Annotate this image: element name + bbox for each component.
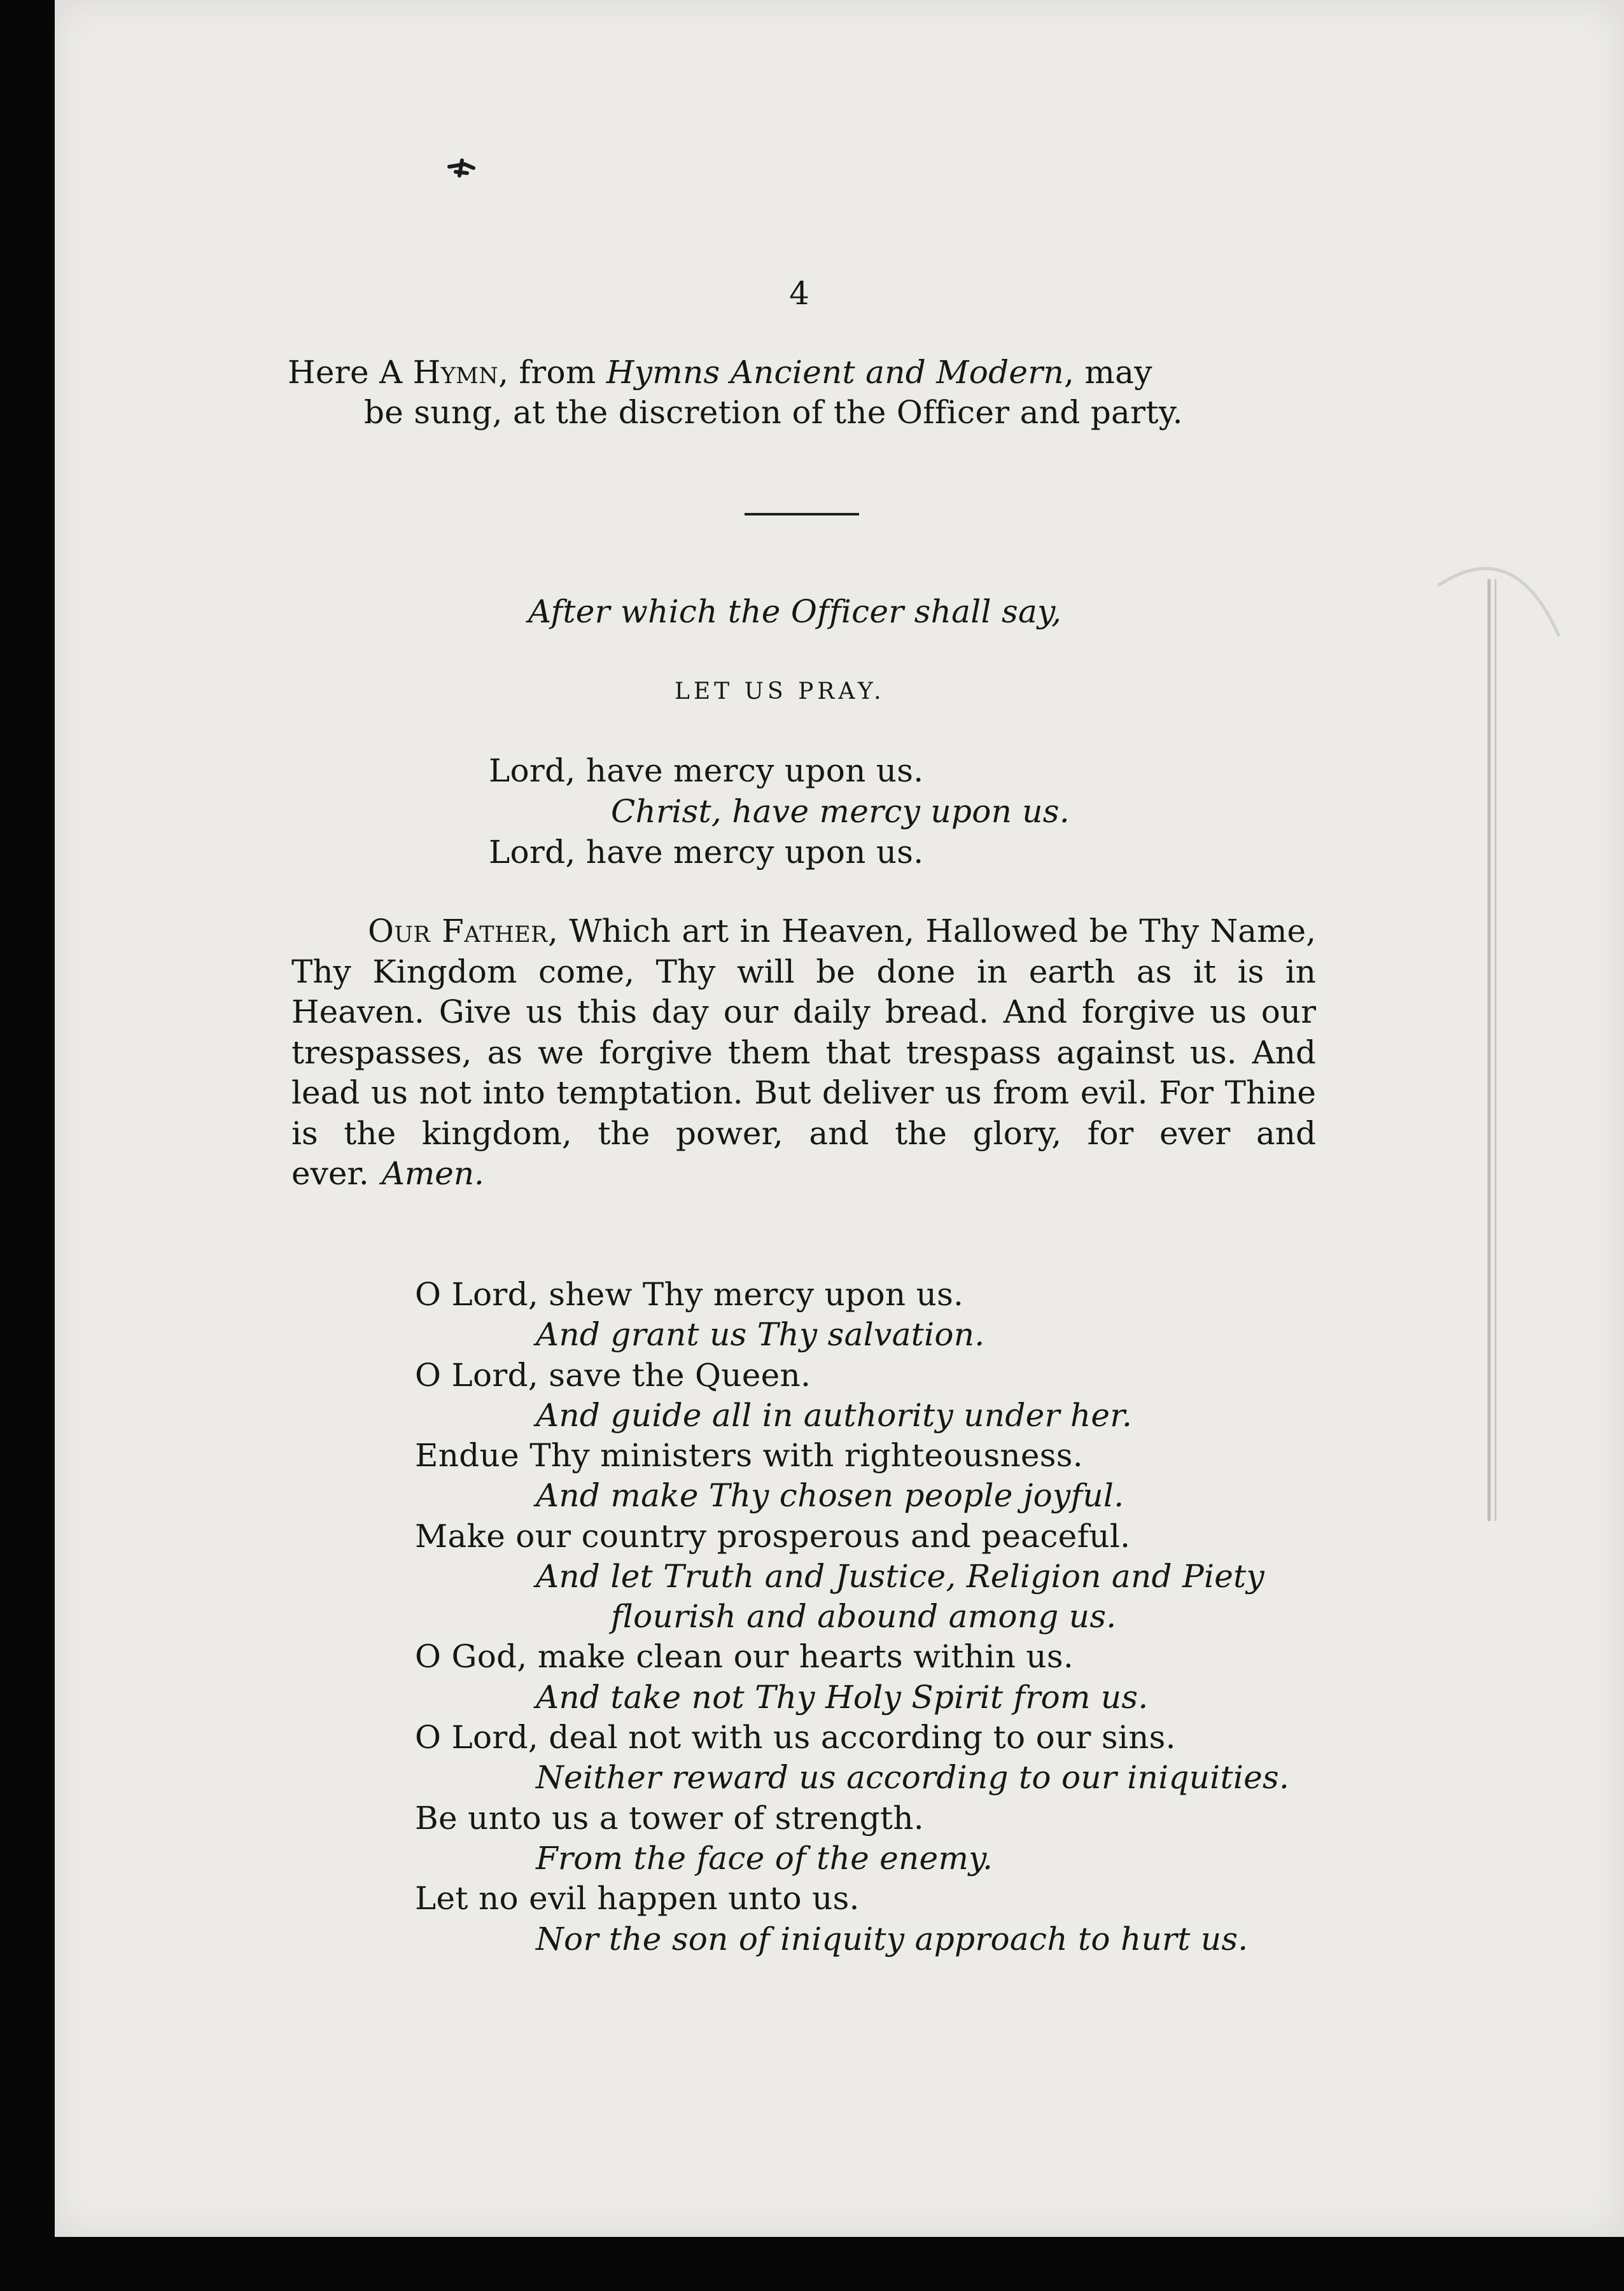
rubric-hymn: Hymn bbox=[412, 354, 499, 391]
suffrage-response: Neither reward us according to our iniquities. bbox=[536, 1759, 1290, 1796]
suffrage-versicle: Make our country prosperous and peaceful. bbox=[415, 1518, 1131, 1555]
kyrie-line-3: Lord, have mercy upon us. bbox=[489, 834, 924, 871]
suffrage-response: Nor the son of iniquity approach to hurt us. bbox=[536, 1921, 1249, 1958]
rubric-text: Here A bbox=[288, 354, 403, 391]
hymnal-title: Hymns Ancient and Modern bbox=[606, 354, 1065, 391]
suffrage-versicle: Be unto us a tower of strength. bbox=[415, 1800, 924, 1837]
rubric-text: , from bbox=[498, 354, 596, 391]
suffrage-response: And take not Thy Holy Spirit from us. bbox=[536, 1679, 1149, 1716]
suffrage-versicle: Endue Thy ministers with righteousness. bbox=[415, 1437, 1083, 1474]
suffrage-versicle: Let no evil happen unto us. bbox=[415, 1880, 860, 1917]
kyrie-line-2: Christ, have mercy upon us. bbox=[611, 793, 1070, 830]
rubric-line-1 bbox=[288, 353, 1152, 392]
prayer-heading: LET US PRAY. bbox=[675, 678, 885, 704]
suffrage-versicle: O Lord, shew Thy mercy upon us. bbox=[415, 1276, 964, 1313]
suffrage-response: And guide all in authority under her. bbox=[536, 1397, 1133, 1434]
rubric-text: , may bbox=[1064, 354, 1152, 391]
lords-prayer-amen: Amen. bbox=[381, 1155, 484, 1192]
lords-prayer-lead: Our Father bbox=[368, 913, 548, 949]
suffrage-response: And let Truth and Justice, Religion and Piety bbox=[536, 1558, 1265, 1595]
kyrie-line-1: Lord, have mercy upon us. bbox=[489, 752, 924, 789]
lords-prayer bbox=[291, 911, 1316, 1195]
section-divider bbox=[745, 513, 859, 515]
officer-instruction: After which the Officer shall say, bbox=[528, 593, 1062, 630]
suffrage-response-continued: flourish and abound among us. bbox=[611, 1598, 1117, 1635]
suffrage-response: And make Thy chosen people joyful. bbox=[536, 1477, 1124, 1514]
lords-prayer-body: , Which art in Heaven, Hallowed be Thy Name, Thy Kingdom come, Thy will be done in earth as it is in Heaven. Give us this day our daily bread. And forgive us our trespasses, as we forgive them that trespass against us. And lead us not into temptation. But deliver us from evil. For Thine is the kingdom, the power, and the glory, for ever and ever. bbox=[291, 913, 1316, 1192]
suffrage-versicle: O God, make clean our hearts within us. bbox=[415, 1638, 1074, 1675]
suffrage-versicle: O Lord, save the Queen. bbox=[415, 1357, 811, 1394]
page-number: 4 bbox=[789, 275, 809, 312]
suffrage-response: And grant us Thy salvation. bbox=[536, 1316, 985, 1353]
suffrage-versicle: O Lord, deal not with us according to our sins. bbox=[415, 1719, 1176, 1756]
rubric-line-2: be sung, at the discretion of the Officer and party. bbox=[364, 394, 1183, 431]
suffrage-response: From the face of the enemy. bbox=[536, 1840, 993, 1877]
